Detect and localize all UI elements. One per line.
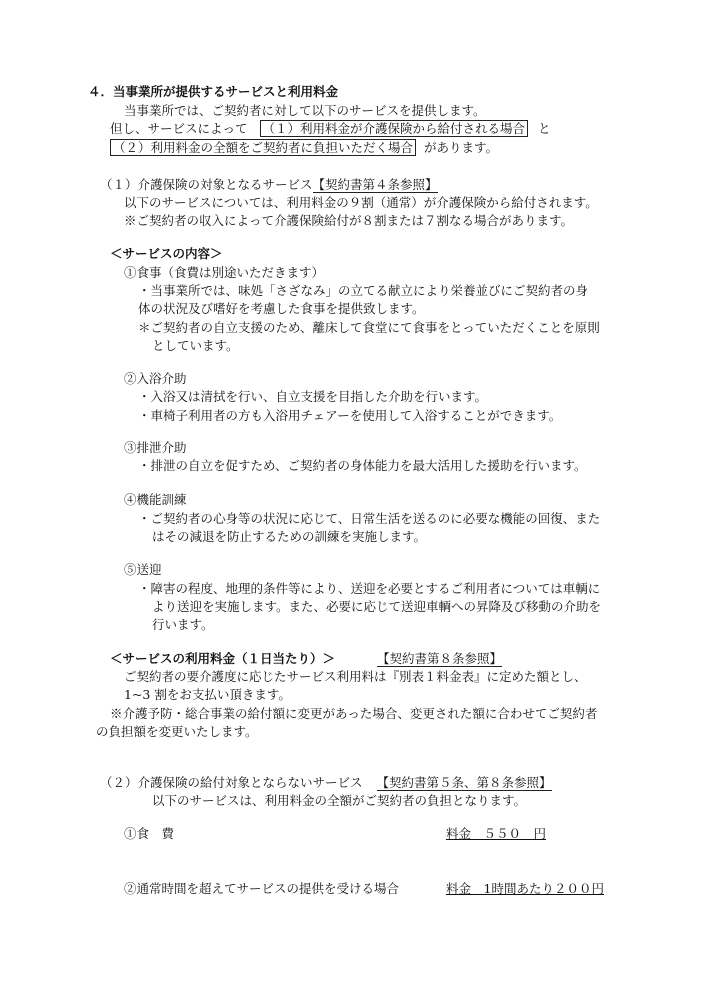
transport-line-3: 行います。: [152, 617, 214, 632]
meal-title: ①食事（食費は別途いただきます）: [124, 265, 325, 280]
service-content-heading: ＜サービスの内容＞: [110, 246, 223, 261]
part1-title-line: [100, 177, 438, 193]
meal-line-4: としています。: [152, 338, 239, 353]
transport-title: ⑤送迎: [124, 562, 162, 577]
meal-line-3: ＊ご契約者の自立支援のため、離床して食堂にて食事をとっていただくことを原則: [138, 320, 600, 335]
section-heading: ４．当事業所が提供するサービスと利用料金: [88, 84, 339, 99]
intro-end-text: があります。: [424, 140, 499, 155]
part2-line-1: 以下のサービスは、利用料金の全額がご契約者の負担となります。: [152, 793, 527, 808]
part2-contract-ref: 【契約書第５条、第８条参照】: [376, 775, 552, 790]
bath-line-1: ・入浴又は清拭を行い、自立支援を目指した介助を行います。: [138, 389, 488, 404]
toilet-line-1: ・排泄の自立を促すため、ご契約者の身体能力を最大活用した援助を行います。: [138, 458, 587, 473]
part1-contract-ref: 【契約書第４条参照】: [312, 177, 438, 192]
fee-line-1: ご契約者の要介護度に応じたサービス利用料は『別表１料金表』に定めた額とし、: [124, 669, 587, 684]
transport-line-1: ・障害の程度、地理的条件等により、送迎を必要とするご利用者については車輌に: [138, 581, 601, 596]
service-type-box-1: （１）利用料金が介護保険から給付される場合: [260, 120, 529, 137]
part1-title: （１）介護保険の対象となるサービス: [100, 177, 313, 192]
training-title: ④機能訓練: [124, 492, 187, 507]
fee-line-2: 1~3 割をお支払い頂きます。: [124, 687, 291, 702]
part2-title: （２）介護保険の給付対象とならないサービス: [100, 775, 363, 790]
fee-heading: ＜サービスの利用料金（１日当たり）＞: [110, 651, 336, 666]
fee-line-3: ※介護予防・総合事業の給付額に変更があった場合、変更された額に合わせてご契約者: [110, 706, 598, 721]
toilet-title: ③排泄介助: [124, 440, 187, 455]
intro-line-1: 当事業所では、ご契約者に対して以下のサービスを提供します。: [124, 103, 486, 118]
part1-line-2: ※ご契約者の収入によって介護保険給付が８割または７割なる場合があります。: [124, 213, 574, 228]
overtime-fee-price: 料金 1時間あたり２００円: [446, 881, 604, 896]
bath-title: ②入浴介助: [124, 371, 187, 386]
overtime-fee-label: ②通常時間を超えてサービスの提供を受ける場合: [124, 881, 400, 896]
meal-fee-price: 料金 ５５０ 円: [446, 826, 547, 841]
intro-pre-text: 但し、サービスによって: [110, 121, 248, 136]
bath-line-2: ・車椅子利用者の方も入浴用チェアーを使用して入浴することができます。: [138, 408, 562, 423]
meal-line-1: ・当事業所では、味処「さざなみ」の立てる献立により栄養並びにご契約者の身: [138, 283, 589, 298]
training-line-2: はその減退を防止するための訓練を実施します。: [152, 529, 427, 544]
service-type-box-2: （２）利用料金の全額をご契約者に負担いただく場合: [110, 139, 416, 156]
transport-line-2: より送迎を実施します。また、必要に応じて送迎車輌への昇降及び移動の介助を: [152, 599, 602, 614]
intro-line-2: [110, 121, 551, 137]
meal-line-2: 体の状況及び嗜好を考慮した食事を提供致します。: [138, 301, 425, 316]
intro-and-text: と: [538, 121, 551, 136]
part1-line-1: 以下のサービスについては、利用料金の９割（通常）が介護保険から給付されます。: [124, 195, 598, 210]
intro-line-3: [110, 140, 498, 156]
meal-fee-label: ①食 費: [124, 826, 175, 841]
fee-line-4: の負担額を変更いたします。: [96, 724, 258, 739]
training-line-1: ・ご契約者の心身等の状況に応じて、日常生活を送るのに必要な機能の回復、また: [138, 511, 601, 526]
fee-heading-line: [110, 651, 502, 667]
fee-contract-ref: 【契約書第８条参照】: [377, 651, 503, 666]
part2-title-line: [100, 775, 552, 791]
